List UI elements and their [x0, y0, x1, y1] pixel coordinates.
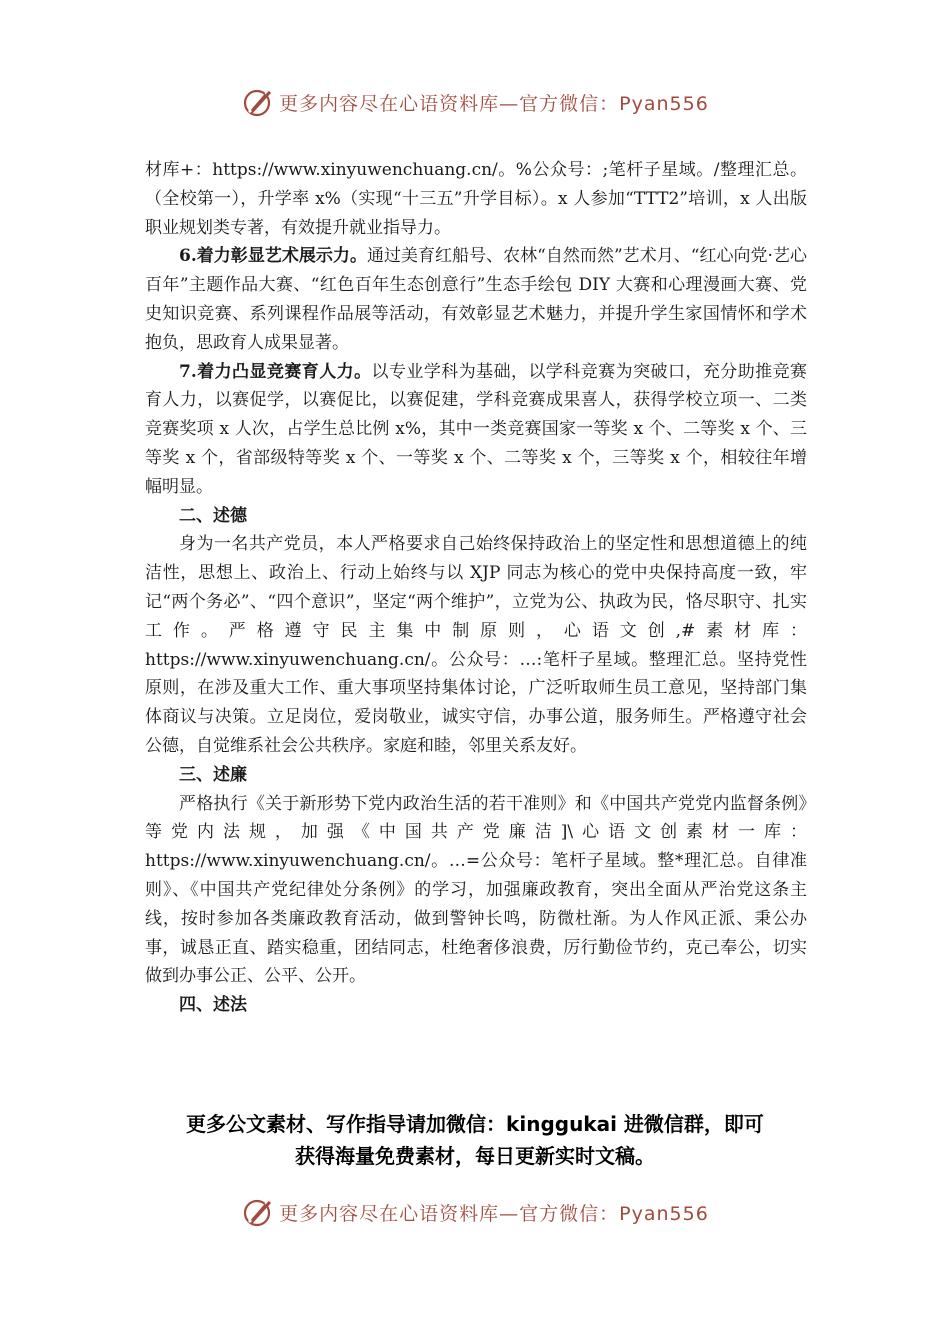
- footer-promo-line-1: 更多公文素材、写作指导请加微信：kinggukai 进微信群，即可: [186, 1112, 764, 1136]
- section-4-heading: 四、述法: [179, 995, 247, 1016]
- item-6-text: 通过美育红船号、农林“自然而然”艺术月、“红心向党·艺心百年”主题作品大赛、“红色百年生态创意行”生态手绘包 DIY 大赛和心理漫画大赛、党史知识竞赛、系列课程作品展等活动，有效彰显艺术魅力，并提升学生家国情怀和学术抱负，思政育人成果显著。: [145, 246, 807, 353]
- quill-pen-logo-icon: [241, 1195, 275, 1229]
- quill-pen-logo-icon: [241, 85, 275, 119]
- section-2-paragraph: 身为一名共产党员，本人严格要求自己始终保持政治上的坚定性和思想道德上的纯洁性，思想上、政治上、行动上始终与以 XJP 同志为核心的党中央保持高度一致，牢记“两个务必”、“四个意识”，坚定“两个维护”，立党为公、执政为民，恪尽职守、扎实工作。严格遵守民主集中制原则，心语文创,#素材库：https://www.xinyuwenchuang.cn/。公众号：…:笔杆子星域。整理汇总。坚持党性原则，在涉及重大工作、重大事项坚持集体讨论，广泛听取师生员工意见，坚持部门集体商议与决策。立足岗位，爱岗敬业，诚实守信，办事公道，服务师生。严格遵守社会公德，自觉维系社会公共秩序。家庭和睦，邻里关系友好。: [145, 534, 807, 756]
- footer-promo-note: [120, 1108, 830, 1172]
- item-7-text: 以专业学科为基础，以学科竞赛为突破口，充分助推竞赛育人力，以赛促学，以赛促比，以赛促建，学科竞赛成果喜人，获得学校立项一、二类竞赛奖项 x 人次，占学生总比例 x%，其中一类竞赛国家一等奖 x 个、二等奖 x 个、三等奖 x 个，省部级特等奖 x 个、一等奖 x 个、二等奖 x 个，三等奖 x 个，相较往年增幅明显。: [145, 361, 808, 497]
- header-wechat-id: Pyan556: [619, 92, 709, 115]
- section-3-heading: 三、述廉: [179, 764, 247, 785]
- footer-brand-bar: [0, 1192, 950, 1232]
- footer-promo-line-2: 获得海量免费素材，每日更新实时文稿。: [295, 1144, 655, 1168]
- continued-paragraph: 材库+：https://www.xinyuwenchuang.cn/。%公众号：;笔杆子星域。/整理汇总。（全校第一），升学率 x%（实现“十三五”升学目标）。x 人参加“TTT2”培训，x 人出版职业规划类专著，有效提升就业指导力。: [145, 160, 807, 238]
- item-7-title: 7.着力凸显竞赛育人力。: [179, 361, 372, 382]
- section-3-paragraph: 严格执行《关于新形势下党内政治生活的若干准则》和《中国共产党党内监督条例》等党内法规，加强《中国共产党廉洁]\心语文创素材一库：https://www.xinyuwenchuang.cn/。…=公众号：笔杆子星域。整*理汇总。自律准则》、《中国共产党纪律处分条例》的学习，加强廉政教育，突出全面从严治党这条主线，按时参加各类廉政教育活动，做到警钟长鸣，防微杜渐。为人作风正派、秉公办事，诚恳正直、踏实稳重，团结同志，杜绝奢侈浪费，厉行勤俭节约，克己奉公，切实做到办事公正、公平、公开。: [145, 793, 807, 987]
- item-7-paragraph: [145, 358, 807, 502]
- item-6-title: 6.着力彰显艺术展示力。: [179, 246, 367, 267]
- footer-brand-text: 更多内容尽在心语资料库—官方微信：Pyan556: [279, 1202, 709, 1225]
- section-2-heading: 二、述德: [179, 505, 247, 526]
- header-brand-bar: [0, 82, 950, 122]
- document-body: [145, 156, 807, 1020]
- header-brand-text: 更多内容尽在心语资料库—官方微信：Pyan556: [279, 92, 709, 115]
- footer-wechat-id: Pyan556: [619, 1202, 709, 1225]
- item-6-paragraph: [145, 242, 807, 357]
